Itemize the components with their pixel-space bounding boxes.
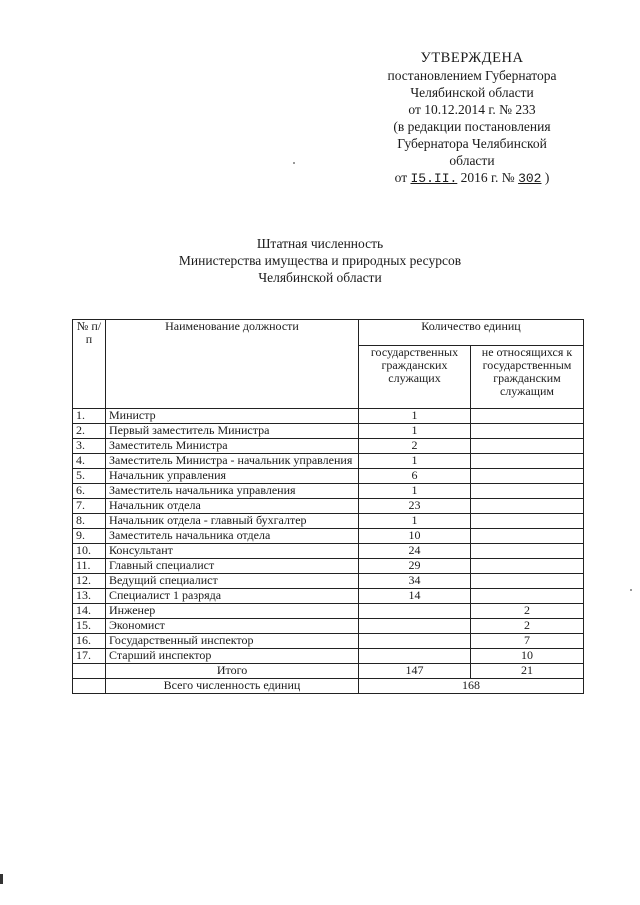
row-position: Начальник отдела - главный бухгалтер <box>106 514 359 529</box>
row-civil-count: 29 <box>359 559 471 574</box>
header-number: № п/п <box>73 320 106 409</box>
row-noncivil-count <box>471 469 584 484</box>
row-noncivil-count <box>471 574 584 589</box>
row-number: 10. <box>73 544 106 559</box>
row-civil-count: 1 <box>359 514 471 529</box>
row-position: Заместитель начальника отдела <box>106 529 359 544</box>
row-noncivil-count <box>471 439 584 454</box>
total-civil: 147 <box>359 664 471 679</box>
row-number: 12. <box>73 574 106 589</box>
row-noncivil-count <box>471 559 584 574</box>
table-row <box>73 559 584 574</box>
row-number: 8. <box>73 514 106 529</box>
scan-speck <box>630 589 632 591</box>
row-position: Заместитель Министра <box>106 439 359 454</box>
table-row <box>73 574 584 589</box>
close-paren: ) <box>544 170 550 185</box>
row-noncivil-count <box>471 529 584 544</box>
row-position: Государственный инспектор <box>106 634 359 649</box>
table-row <box>73 469 584 484</box>
row-civil-count: 6 <box>359 469 471 484</box>
row-civil-count: 1 <box>359 454 471 469</box>
table-row <box>73 589 584 604</box>
header-count: Количество единиц <box>359 320 584 346</box>
title-line: Челябинской области <box>258 270 382 285</box>
row-number: 9. <box>73 529 106 544</box>
table-row <box>73 484 584 499</box>
table-row <box>73 604 584 619</box>
row-noncivil-count <box>471 499 584 514</box>
table-row <box>73 529 584 544</box>
row-number: 4. <box>73 454 106 469</box>
grand-total-value: 168 <box>359 679 584 694</box>
row-civil-count: 10 <box>359 529 471 544</box>
row-civil-count: 1 <box>359 409 471 424</box>
title-line: Министерства имущества и природных ресурсов <box>178 253 462 268</box>
header-noncivil: не относящихся к государственным гражданским служащим <box>471 346 584 409</box>
row-civil-count: 2 <box>359 439 471 454</box>
row-position: Экономист <box>106 619 359 634</box>
row-number: 5. <box>73 469 106 484</box>
total-label: Итого <box>106 664 359 679</box>
row-civil-count: 24 <box>359 544 471 559</box>
row-noncivil-count <box>471 454 584 469</box>
row-noncivil-count: 2 <box>471 604 584 619</box>
row-noncivil-count: 10 <box>471 649 584 664</box>
table-row <box>73 409 584 424</box>
resolution-number: 302 <box>518 171 542 186</box>
table-row <box>73 499 584 514</box>
row-civil-count <box>359 604 471 619</box>
row-noncivil-count <box>471 424 584 439</box>
row-number: 13. <box>73 589 106 604</box>
row-number: 14. <box>73 604 106 619</box>
row-noncivil-count <box>471 544 584 559</box>
row-position: Министр <box>106 409 359 424</box>
row-noncivil-count <box>471 589 584 604</box>
header-position: Наименование должности <box>106 320 359 409</box>
header-civil: государственных гражданских служащих <box>359 346 471 409</box>
row-position: Заместитель Министра - начальник управления <box>106 454 359 469</box>
row-position: Ведущий специалист <box>106 574 359 589</box>
row-civil-count <box>359 649 471 664</box>
table-row <box>73 619 584 634</box>
total-empty-cell <box>73 664 106 679</box>
title-line: Штатная численность <box>256 236 384 251</box>
staff-table <box>72 319 584 694</box>
row-number: 1. <box>73 409 106 424</box>
table-row <box>73 634 584 649</box>
approval-line: Губернатора Челябинской <box>397 136 547 151</box>
row-civil-count <box>359 619 471 634</box>
row-number: 16. <box>73 634 106 649</box>
scan-edge-mark <box>0 874 3 884</box>
total-noncivil: 21 <box>471 664 584 679</box>
row-position: Начальник управления <box>106 469 359 484</box>
row-position: Начальник отдела <box>106 499 359 514</box>
row-noncivil-count: 2 <box>471 619 584 634</box>
row-number: 3. <box>73 439 106 454</box>
row-position: Первый заместитель Министра <box>106 424 359 439</box>
row-position: Консультант <box>106 544 359 559</box>
date-year: 2016 г. № <box>460 170 515 185</box>
date-value: I5.II. <box>410 171 458 186</box>
approval-line: постановлением Губернатора <box>387 68 557 83</box>
approval-line: (в редакции постановления <box>393 119 551 134</box>
date-prefix: от <box>394 170 408 185</box>
row-number: 6. <box>73 484 106 499</box>
row-number: 7. <box>73 499 106 514</box>
row-position: Заместитель начальника управления <box>106 484 359 499</box>
row-noncivil-count <box>471 484 584 499</box>
row-noncivil-count <box>471 409 584 424</box>
approval-date-line <box>352 169 592 187</box>
row-civil-count: 14 <box>359 589 471 604</box>
row-civil-count: 23 <box>359 499 471 514</box>
row-number: 17. <box>73 649 106 664</box>
row-number: 2. <box>73 424 106 439</box>
grand-total-empty-cell <box>73 679 106 694</box>
row-position: Старший инспектор <box>106 649 359 664</box>
row-position: Инженер <box>106 604 359 619</box>
table-row <box>73 649 584 664</box>
row-position: Специалист 1 разряда <box>106 589 359 604</box>
scan-speck <box>293 162 295 164</box>
row-number: 11. <box>73 559 106 574</box>
table-row <box>73 439 584 454</box>
row-civil-count <box>359 634 471 649</box>
grand-total-label: Всего численность единиц <box>106 679 359 694</box>
approval-title: УТВЕРЖДЕНА <box>420 50 524 66</box>
table-row <box>73 424 584 439</box>
row-civil-count: 1 <box>359 424 471 439</box>
row-civil-count: 1 <box>359 484 471 499</box>
document-title <box>0 235 640 286</box>
approval-line: области <box>449 153 495 168</box>
table-row <box>73 454 584 469</box>
row-civil-count: 34 <box>359 574 471 589</box>
table-row <box>73 514 584 529</box>
approval-block <box>352 50 592 187</box>
row-noncivil-count: 7 <box>471 634 584 649</box>
row-position: Главный специалист <box>106 559 359 574</box>
row-noncivil-count <box>471 514 584 529</box>
row-number: 15. <box>73 619 106 634</box>
approval-line: Челябинской области <box>410 85 534 100</box>
approval-line: от 10.12.2014 г. № 233 <box>408 102 536 117</box>
table-row <box>73 544 584 559</box>
